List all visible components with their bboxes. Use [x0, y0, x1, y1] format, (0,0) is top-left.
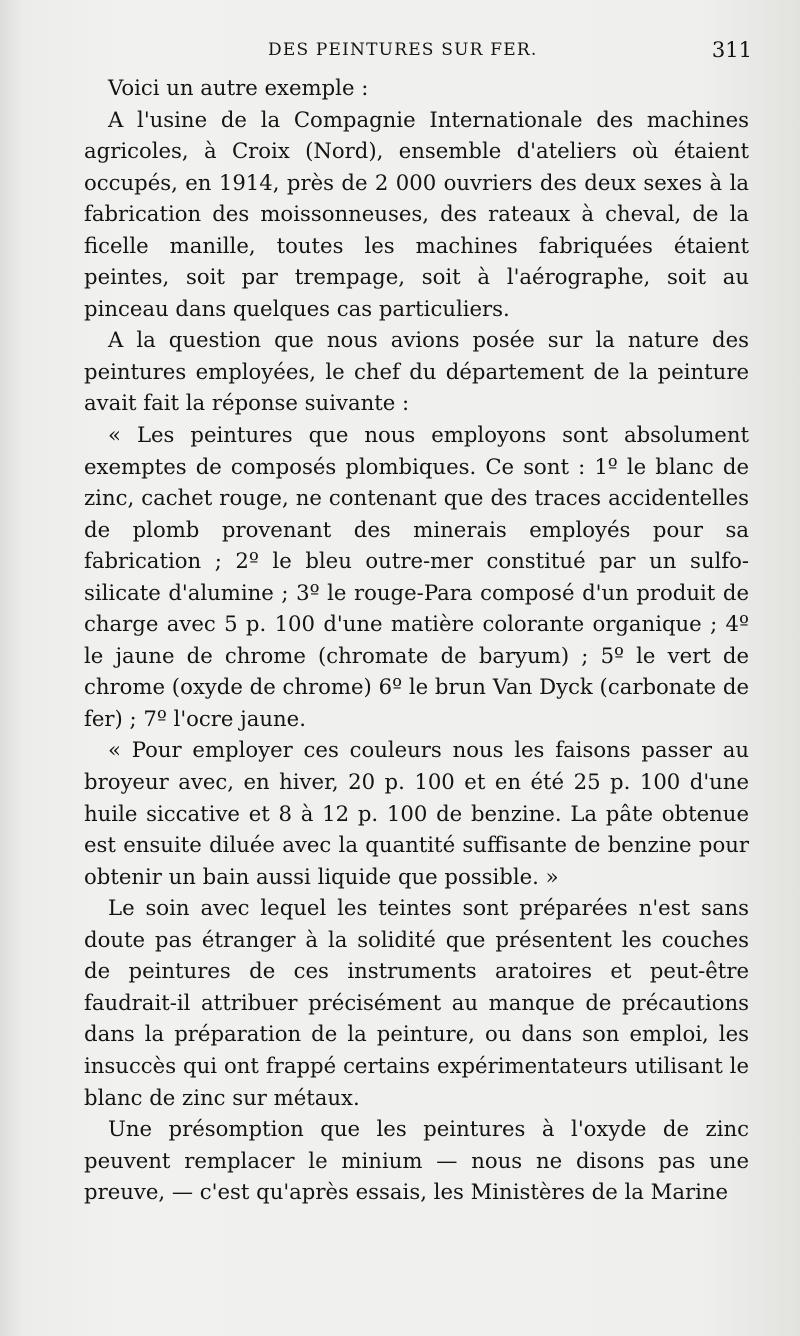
quote-paragraph: « Pour employer ces couleurs nous les faisons passer au broyeur avec, en hiver, 20 p. 100 et en été 25 p. 100 d'une huile siccative et 8 à 12 p. 100 de benzine. La pâte obtenue est ensuite diluée avec la quantité suffisante de benzine pour obtenir un bain aussi liquide que possible. »: [84, 737, 749, 889]
paragraph: A l'usine de la Compagnie Internationale des machines agricoles, à Croix (Nord), ensemble d'ateliers où étaient occupés, en 1914, près de 2 000 ouvriers des deux sexes à la fabrication des moissonneuses, des rateaux à cheval, de la ficelle manille, toutes les machines fabriquées étaient peintes, soit par trempage, soit à l'aérographe, soit au pinceau dans quelques cas particuliers.: [84, 106, 749, 321]
quote-paragraph: « Les peintures que nous employons sont absolument exemptes de composés plombiques. Ce sont : 1º le blanc de zinc, cachet rouge, ne contenant que des traces accidentelles de plomb provenant des minerais employés pour sa fabrication ; 2º le bleu outre-mer constitué par un sulfo-silicate d'alumine ; 3º le rouge-Para composé d'un produit de charge avec 5 p. 100 d'une matière colorante organique ; 4º le jaune de chrome (chromate de baryum) ; 5º le vert de chrome (oxyde de chrome) 6º le brun Van Dyck (carbonate de fer) ; 7º l'ocre jaune.: [84, 422, 749, 731]
paragraph: Une présomption que les peintures à l'oxyde de zinc peuvent remplacer le minium — nous ne disons pas une preuve, — c'est qu'après essais, les Ministères de la Marine: [84, 1116, 749, 1205]
running-title: DES PEINTURES SUR FER.: [268, 40, 538, 60]
paragraph: Voici un autre exemple :: [108, 75, 369, 100]
page-number: 311: [711, 38, 752, 62]
body-text: [84, 72, 749, 1208]
page-header: [0, 36, 800, 66]
paragraph: Le soin avec lequel les teintes sont préparées n'est sans doute pas étranger à la solidité que présentent les couches de peintures de ces instruments aratoires et peut-être faudrait-il attribuer précisément au manque de précautions dans la préparation de la peinture, ou dans son emploi, les insuccès qui ont frappé certains expérimentateurs utilisant le blanc de zinc sur métaux.: [84, 895, 749, 1110]
paragraph: A la question que nous avions posée sur la nature des peintures employées, le chef du département de la peinture avait fait la réponse suivante :: [84, 327, 749, 416]
